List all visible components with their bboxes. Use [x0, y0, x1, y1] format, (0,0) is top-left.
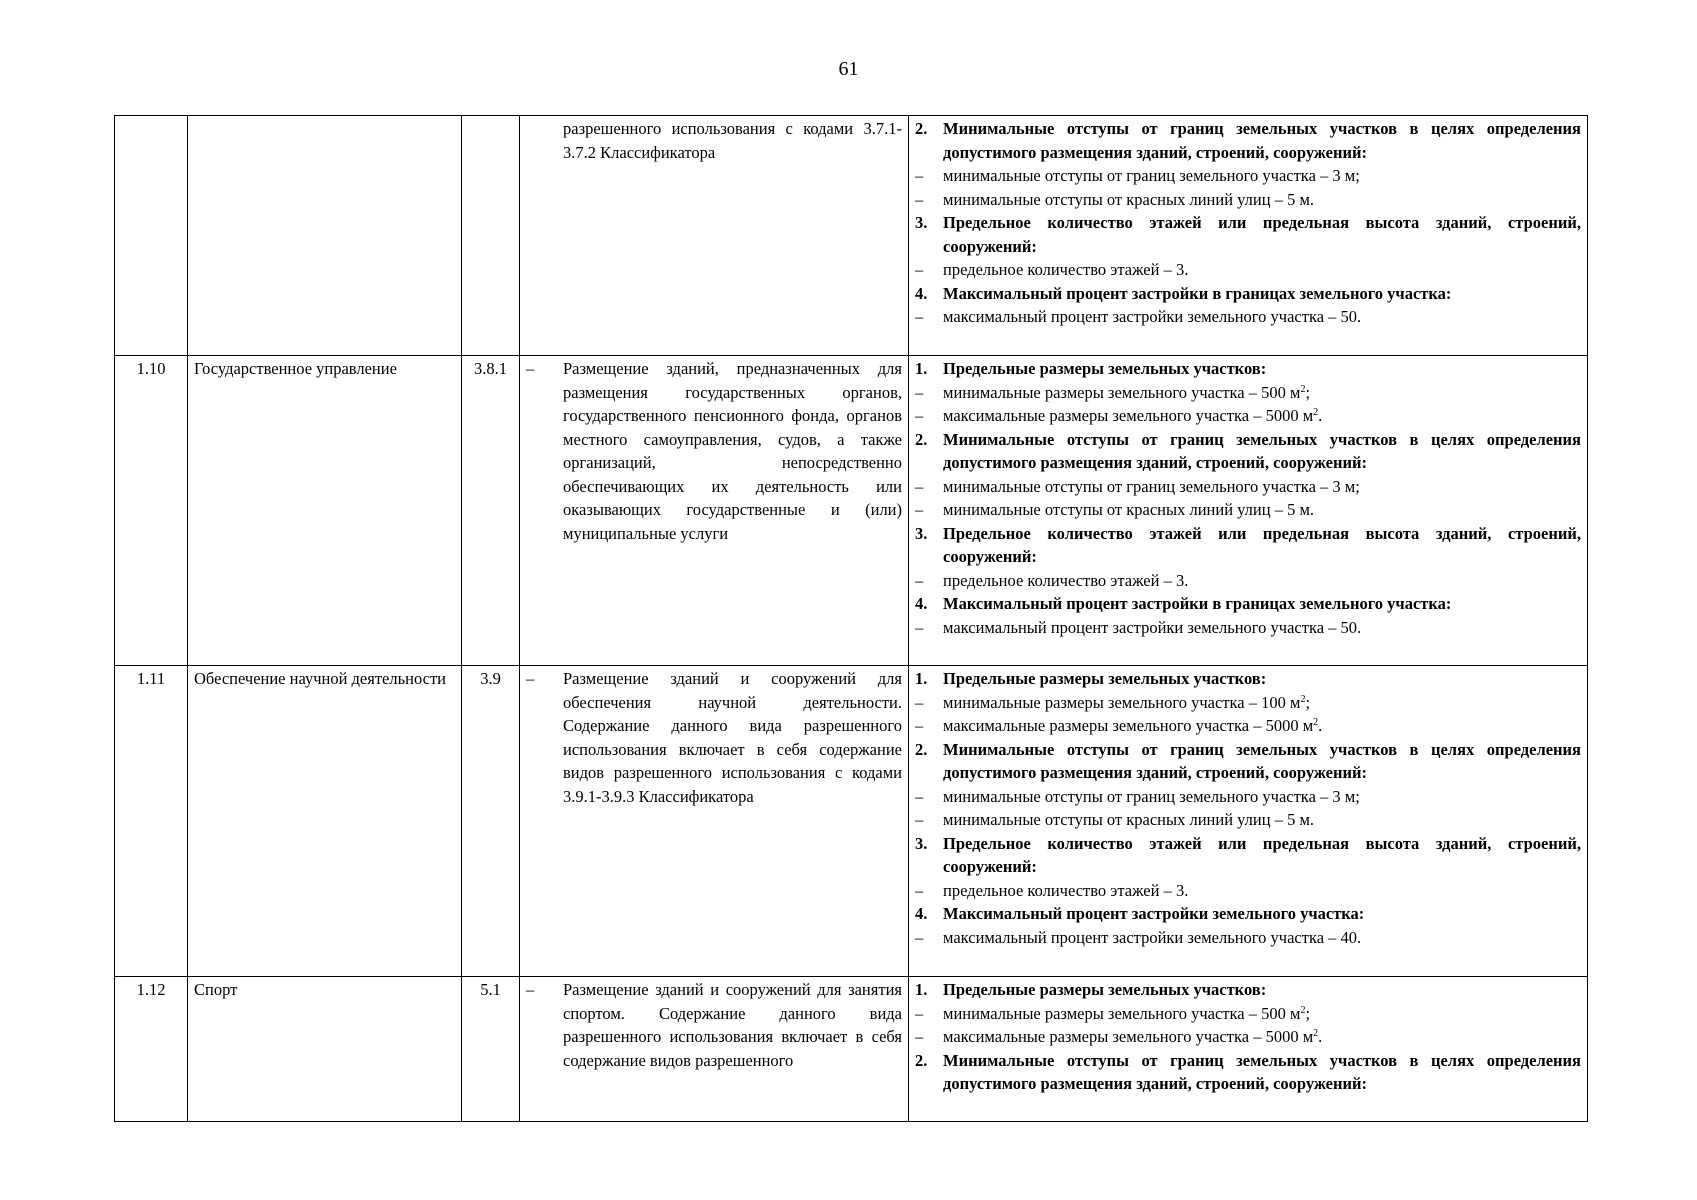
parameter-heading-text: Минимальные отступы от границ земельных участков в целях определения допустимого размещения зданий, строений, сооружений:	[943, 119, 1581, 162]
page-number: 61	[838, 58, 859, 80]
bullet-dash: –	[915, 880, 924, 900]
parameter-item-text: максимальный процент застройки земельного участка – 50.	[943, 307, 1362, 326]
parameter-item-text: максимальный процент застройки земельного участка – 50.	[943, 617, 1362, 637]
parameter-heading-text: Максимальный процент застройки земельного участка:	[943, 904, 1365, 923]
parameter-item	[915, 258, 1581, 282]
bullet-dash: –	[915, 189, 924, 209]
item-end-punctuation: ;	[1305, 1003, 1311, 1023]
bullet-dash: –	[915, 307, 924, 326]
parameter-number: 1.	[915, 669, 928, 688]
table-row	[115, 116, 1588, 356]
parameter-item-text: минимальные отступы от границ земельного участка – 3 м;	[943, 786, 1360, 806]
parameter-item	[915, 1025, 1581, 1049]
bullet-dash: –	[915, 1003, 924, 1023]
row-number-cell: 1.11	[115, 666, 188, 977]
parameter-item	[915, 475, 1581, 499]
description-text: Размещение зданий и сооружений для занятия спортом. Содержание данного вида разрешенного использования включает в себя содержание видов разрешенного	[563, 980, 902, 1070]
row-number-cell: 1.10	[115, 356, 188, 666]
parameter-heading	[915, 902, 1581, 926]
parameter-heading-text: Минимальные отступы от границ земельных участков в целях определения допустимого размещения зданий, строений, сооружений:	[943, 429, 1581, 472]
parameter-item	[915, 569, 1581, 593]
parameters-cell	[909, 116, 1588, 356]
parameter-item-text-wrap	[943, 305, 1581, 329]
unit-superscript: 2	[1300, 693, 1306, 705]
parameter-item	[915, 926, 1581, 950]
classifier-code-cell	[462, 116, 520, 356]
parameter-item-text-wrap	[943, 1025, 1581, 1049]
parameter-item-text: максимальный процент застройки земельного участка – 40.	[943, 927, 1362, 947]
parameter-number: 2.	[915, 429, 928, 449]
bullet-dash: –	[915, 500, 924, 519]
item-end-punctuation: ;	[1305, 382, 1311, 402]
bullet-dash: –	[915, 716, 924, 735]
parameter-item	[915, 808, 1581, 832]
parameter-item-text-wrap	[943, 1002, 1581, 1026]
parameters-cell	[909, 666, 1588, 977]
description-cell	[520, 666, 909, 977]
parameter-item-text-wrap	[943, 164, 1581, 188]
parameter-item-text: предельное количество этажей – 3.	[943, 880, 1189, 900]
parameter-item-text: максимальные размеры земельного участка – 5000 м	[943, 406, 1314, 425]
parameter-item-text: предельное количество этажей – 3.	[943, 260, 1189, 279]
parameter-number: 4.	[915, 904, 928, 923]
bullet-dash: –	[915, 382, 924, 402]
description-text: Размещение зданий, предназначенных для размещения государственных органов, государственного пенсионного фонда, органов местного самоуправления, судов, а также организаций, непосредственно обеспечивающих их деятельность или оказывающих государственные и (или) муниципальные услуги	[563, 359, 902, 543]
parameter-number: 2.	[915, 1050, 928, 1070]
parameter-heading	[915, 667, 1581, 691]
bullet-dash: –	[915, 692, 924, 712]
unit-superscript: 2	[1300, 1004, 1306, 1016]
item-end-punctuation: ;	[1305, 692, 1311, 712]
parameter-item-text-wrap	[943, 404, 1581, 428]
parameters-cell	[909, 356, 1588, 666]
bullet-dash: –	[915, 1027, 924, 1046]
parameter-item-text: максимальные размеры земельного участка – 5000 м	[943, 1027, 1314, 1046]
description-cell	[520, 977, 909, 1122]
parameter-number: 4.	[915, 283, 928, 303]
table-row	[115, 666, 1588, 977]
item-end-punctuation: .	[1318, 406, 1323, 425]
parameter-number: 3.	[915, 833, 928, 853]
land-use-table	[114, 115, 1588, 1122]
parameter-item-text-wrap	[943, 714, 1581, 738]
row-number-cell: 1.12	[115, 977, 188, 1122]
bullet-dash: –	[915, 166, 924, 185]
parameter-item-text: минимальные отступы от красных линий улиц – 5 м.	[943, 500, 1315, 519]
parameter-item-text-wrap	[943, 475, 1581, 499]
parameter-number: 3.	[915, 213, 928, 232]
description-dash: –	[526, 669, 535, 688]
description-cell	[520, 356, 909, 666]
parameter-heading-text: Минимальные отступы от границ земельных участков в целях определения допустимого размещения зданий, строений, сооружений:	[943, 1050, 1581, 1093]
parameter-heading-text: Предельные размеры земельных участков:	[943, 669, 1267, 688]
parameter-item	[915, 164, 1581, 188]
bullet-dash: –	[915, 570, 924, 590]
parameter-item	[915, 188, 1581, 212]
bullet-dash: –	[915, 786, 924, 806]
unit-superscript: 2	[1300, 383, 1306, 395]
parameter-heading	[915, 832, 1581, 879]
parameter-heading	[915, 592, 1581, 616]
description-dash: –	[526, 980, 535, 999]
parameter-heading	[915, 282, 1581, 306]
parameter-heading-text: Предельные размеры земельных участков:	[943, 980, 1267, 999]
parameter-item-text-wrap	[943, 381, 1581, 405]
parameter-number: 1.	[915, 359, 928, 378]
parameter-item	[915, 1002, 1581, 1026]
classifier-code-cell: 5.1	[462, 977, 520, 1122]
parameter-heading	[915, 738, 1581, 785]
parameter-heading	[915, 357, 1581, 381]
parameter-heading-text: Минимальные отступы от границ земельных участков в целях определения допустимого размещения зданий, строений, сооружений:	[943, 739, 1581, 782]
bullet-dash: –	[915, 617, 924, 637]
parameter-heading-text: Предельное количество этажей или предельная высота зданий, строений, сооружений:	[943, 833, 1581, 876]
use-name-cell: Государственное управление	[188, 356, 462, 666]
description-dash: –	[526, 359, 535, 378]
parameter-item-text: минимальные размеры земельного участка – 100 м	[943, 692, 1301, 712]
item-end-punctuation: .	[1318, 716, 1323, 735]
parameter-item-text-wrap	[943, 785, 1581, 809]
table-row	[115, 977, 1588, 1122]
parameter-item-text-wrap	[943, 808, 1581, 832]
parameter-item-text: минимальные отступы от красных линий улиц – 5 м.	[943, 189, 1315, 209]
parameter-heading-text: Максимальный процент застройки в границах земельного участка:	[943, 594, 1452, 613]
description-cell	[520, 116, 909, 356]
parameter-item-text-wrap	[943, 498, 1581, 522]
parameter-heading	[915, 211, 1581, 258]
unit-superscript: 2	[1313, 1028, 1319, 1039]
bullet-dash: –	[915, 406, 924, 425]
parameter-number: 1.	[915, 980, 928, 999]
parameter-item-text-wrap	[943, 616, 1581, 640]
parameter-item-text: предельное количество этажей – 3.	[943, 570, 1189, 590]
parameter-item-text-wrap	[943, 691, 1581, 715]
parameter-heading-text: Предельные размеры земельных участков:	[943, 359, 1267, 378]
bullet-dash: –	[915, 927, 924, 947]
parameter-item-text: минимальные отступы от границ земельного участка – 3 м;	[943, 476, 1360, 496]
parameter-number: 2.	[915, 739, 928, 759]
parameter-item-text: минимальные отступы от границ земельного участка – 3 м;	[943, 166, 1360, 185]
classifier-code-cell: 3.9	[462, 666, 520, 977]
parameter-heading-text: Предельное количество этажей или предельная высота зданий, строений, сооружений:	[943, 213, 1581, 256]
bullet-dash: –	[915, 260, 924, 279]
parameter-item	[915, 879, 1581, 903]
parameter-item-text: максимальные размеры земельного участка – 5000 м	[943, 716, 1314, 735]
parameter-number: 2.	[915, 119, 928, 138]
parameter-item	[915, 691, 1581, 715]
item-end-punctuation: .	[1318, 1027, 1323, 1046]
parameters-cell	[909, 977, 1588, 1122]
parameter-heading-text: Максимальный процент застройки в границах земельного участка:	[943, 283, 1452, 303]
unit-superscript: 2	[1313, 717, 1319, 728]
parameter-number: 4.	[915, 594, 928, 613]
parameter-heading	[915, 522, 1581, 569]
parameter-heading	[915, 428, 1581, 475]
parameter-item	[915, 714, 1581, 738]
use-name-cell	[188, 116, 462, 356]
parameter-heading	[915, 117, 1581, 164]
parameter-item	[915, 305, 1581, 329]
parameter-item	[915, 498, 1581, 522]
unit-superscript: 2	[1313, 407, 1319, 418]
description-text: Размещение зданий и сооружений для обеспечения научной деятельности. Содержание данного вида разрешенного использования включает в себя содержание видов разрешенного использования с кодами 3.9.1-3.9.3 Классификатора	[563, 669, 902, 806]
table-row	[115, 356, 1588, 666]
parameter-number: 3.	[915, 523, 928, 543]
parameter-item-text: минимальные отступы от красных линий улиц – 5 м.	[943, 810, 1315, 829]
bullet-dash: –	[915, 476, 924, 496]
parameter-heading-text: Предельное количество этажей или предельная высота зданий, строений, сооружений:	[943, 523, 1581, 566]
use-name-cell: Обеспечение научной деятельности	[188, 666, 462, 977]
use-name-cell: Спорт	[188, 977, 462, 1122]
description-dash	[526, 117, 563, 164]
parameter-item-text: минимальные размеры земельного участка – 500 м	[943, 382, 1301, 402]
bullet-dash: –	[915, 810, 924, 829]
row-number-cell	[115, 116, 188, 356]
classifier-code-cell: 3.8.1	[462, 356, 520, 666]
parameter-item	[915, 404, 1581, 428]
parameter-item-text-wrap	[943, 926, 1581, 950]
parameter-item	[915, 616, 1581, 640]
parameter-item-text: минимальные размеры земельного участка – 500 м	[943, 1003, 1301, 1023]
parameter-item	[915, 785, 1581, 809]
parameter-item	[915, 381, 1581, 405]
parameter-item-text-wrap	[943, 569, 1581, 593]
parameter-item-text-wrap	[943, 879, 1581, 903]
parameter-heading	[915, 1049, 1581, 1096]
description-text: разрешенного использования с кодами 3.7.1-3.7.2 Классификатора	[563, 119, 902, 162]
parameter-heading	[915, 978, 1581, 1002]
parameter-item-text-wrap	[943, 258, 1581, 282]
parameter-item-text-wrap	[943, 188, 1581, 212]
